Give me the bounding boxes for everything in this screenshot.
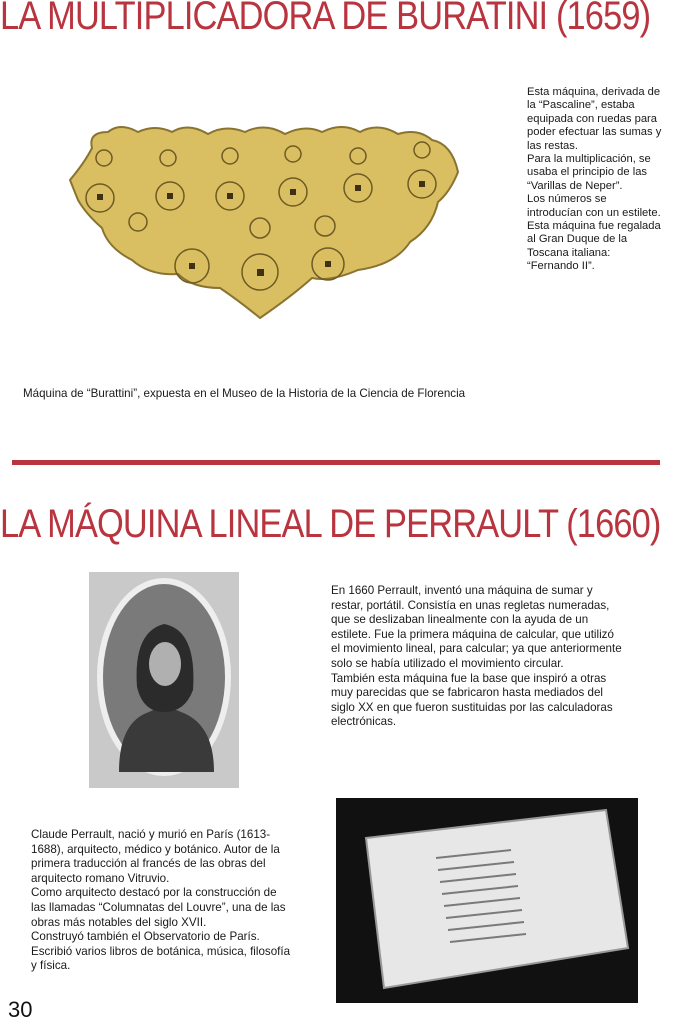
page-number: 30 — [8, 997, 33, 1022]
perrault-portrait-image — [89, 572, 239, 788]
perrault-biography: Claude Perrault, nació y murió en París (1613- 1688), arquitecto, médico y botánico. Autor de la primera traducción al francés de las obras del arquitecto romano Vitruvio. Como arquitecto destacó por la construcción de las llamadas “Columnatas del Louvre”, una de las obras más notables del siglo XVII. Construyó también el Observatorio de París. Escribió varios libros de botánica, música, filosofía y física. — [31, 828, 291, 973]
buratini-machine-image — [60, 110, 465, 328]
section-title-perrault: LA MÁQUINA LINEAL DE PERRAULT (1660) — [0, 502, 661, 546]
buratini-description: Esta máquina, derivada de la “Pascaline”, estaba equipada con ruedas para poder efectuar las sumas y las restas. Para la multiplicación, se usaba el principio de las “Varillas de Neper”. Los números se introducían con un estilete. Esta máquina fue regalada al Gran Duque de la Toscana italiana: “Fernando II”. — [527, 86, 662, 273]
section-title-buratini: LA MULTIPLICADORA DE BURATINI (1659) — [0, 0, 651, 38]
buratini-caption: Máquina de “Burattini”, expuesta en el Museo de la Historia de la Ciencia de Florencia — [23, 387, 466, 400]
perrault-machine-description: En 1660 Perrault, inventó una máquina de sumar y restar, portátil. Consistía en unas regletas numeradas, que se deslizaban linealmente con la ayuda de un estilete. Fue la primera máquina de calcular, que utilizó el movimiento lineal, para calcular; ya que anteriormente solo se había utilizado el movimiento circular. También esta máquina fue la base que inspiró a otras muy parecidas que se fabricaron hasta mediados del siglo XX en que fueron sustituidas por las calculadoras electrónicas. — [331, 584, 622, 729]
perrault-linear-machine-image — [336, 798, 638, 1003]
section-divider — [12, 460, 660, 465]
